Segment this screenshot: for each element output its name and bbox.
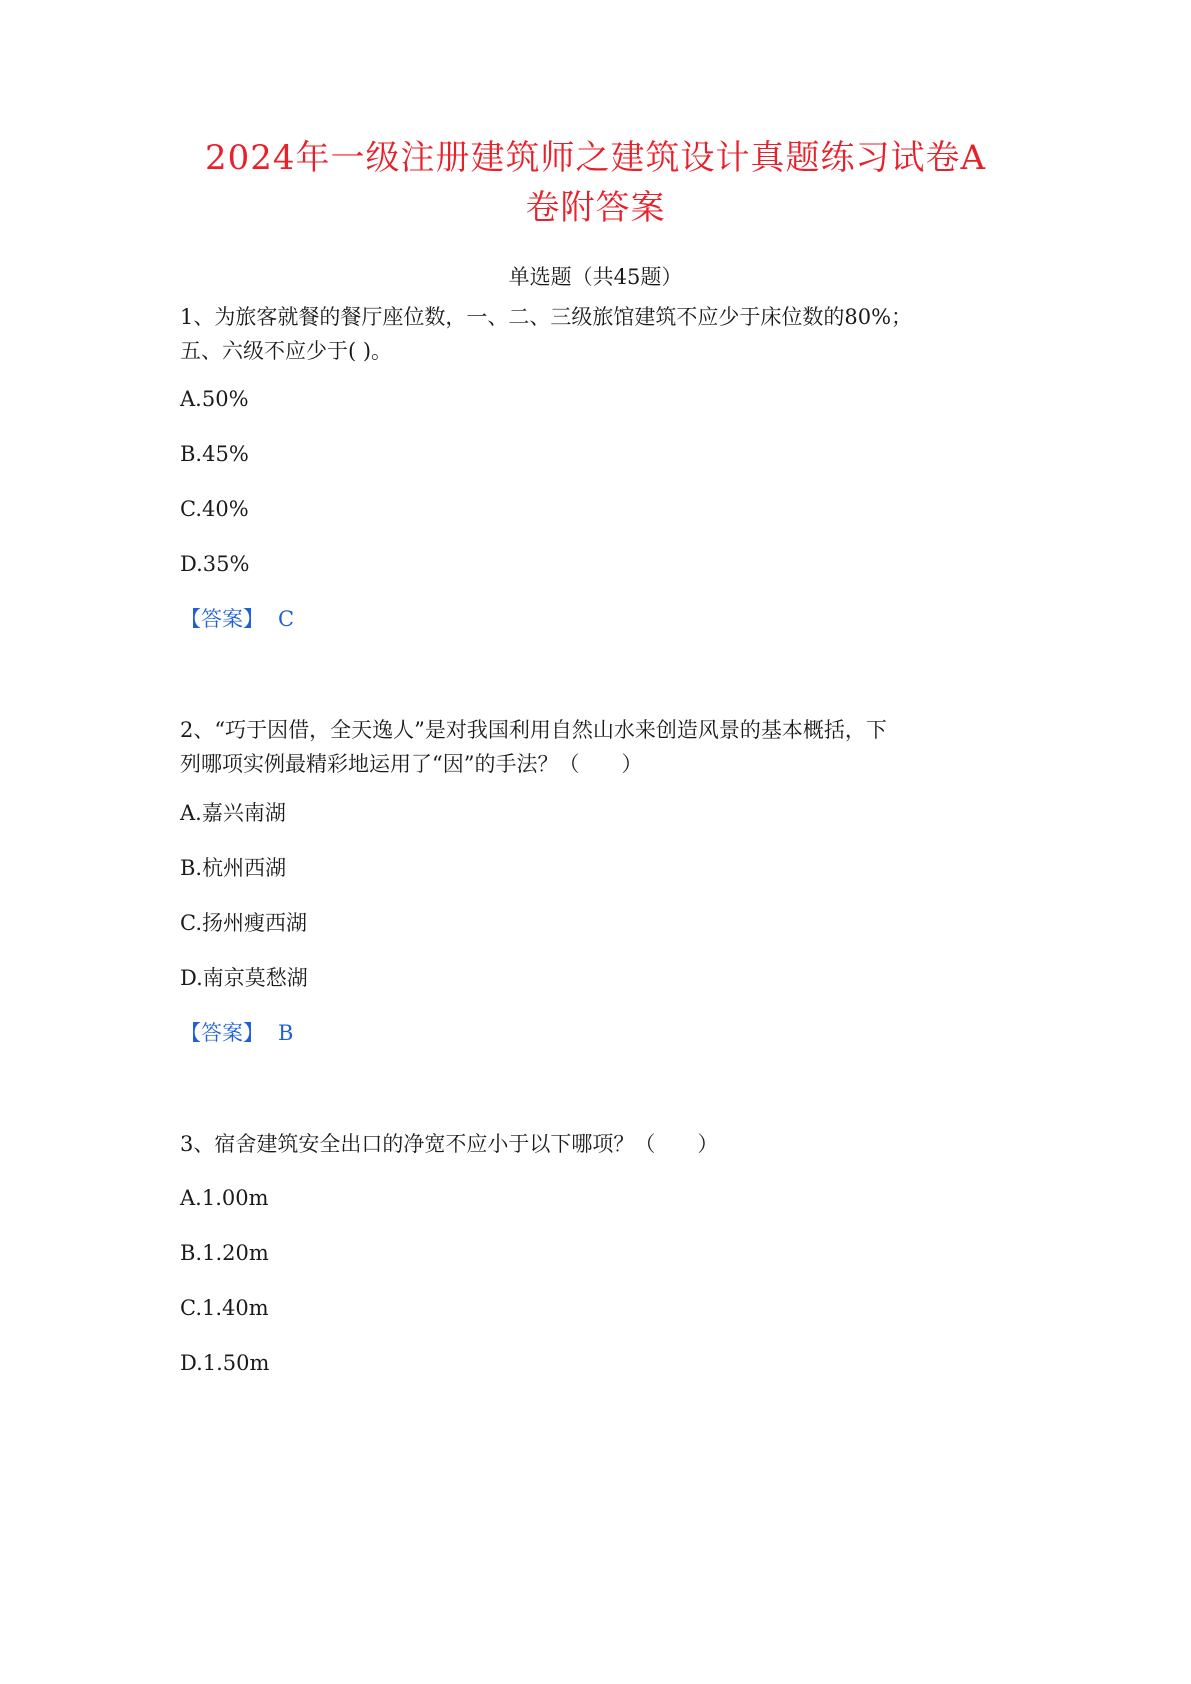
title-line-1: 2024年一级注册建筑师之建筑设计真题练习试卷A <box>204 138 987 178</box>
section-heading: 单选题（共45题） <box>508 265 683 289</box>
question-1-stem <box>180 300 1040 368</box>
answer-label: 【答案】 <box>180 1021 264 1045</box>
answer-value: C <box>278 607 295 631</box>
question-2-line-2: 列哪项实例最精彩地运用了“因”的手法？（ ） <box>180 752 643 776</box>
question-3-option-a: A.1.00m <box>180 1186 269 1210</box>
question-1-option-b: B.45% <box>180 442 249 466</box>
question-1-line-2: 五、六级不应少于( )。 <box>180 339 393 363</box>
question-2-option-c: C.扬州瘦西湖 <box>180 911 307 935</box>
document-title <box>180 133 1011 233</box>
question-3-option-d: D.1.50m <box>180 1351 270 1375</box>
question-1-line-1: 1、为旅客就餐的餐厅座位数，一、二、三级旅馆建筑不应少于床位数的80%； <box>180 305 913 329</box>
question-2-line-1: 2、“巧于因借，全天逸人”是对我国利用自然山水来创造风景的基本概括，下 <box>180 718 887 742</box>
question-1-answer <box>180 604 294 634</box>
question-2-stem <box>180 713 1040 781</box>
question-2-option-d: D.南京莫愁湖 <box>180 966 308 990</box>
answer-value: B <box>278 1021 294 1045</box>
question-3-option-b: B.1.20m <box>180 1241 269 1265</box>
title-line-2: 卷附答案 <box>525 188 666 228</box>
question-2-answer <box>180 1018 293 1048</box>
question-1-option-a: A.50% <box>180 387 249 411</box>
question-1-option-d: D.35% <box>180 552 250 576</box>
question-2-option-a: A.嘉兴南湖 <box>180 801 286 825</box>
answer-label: 【答案】 <box>180 607 264 631</box>
question-3-stem <box>180 1127 1040 1161</box>
question-3-option-c: C.1.40m <box>180 1296 269 1320</box>
question-1-option-c: C.40% <box>180 497 249 521</box>
question-3-line-1: 3、宿舍建筑安全出口的净宽不应小于以下哪项？（ ） <box>180 1132 719 1156</box>
question-2-option-b: B.杭州西湖 <box>180 856 287 880</box>
